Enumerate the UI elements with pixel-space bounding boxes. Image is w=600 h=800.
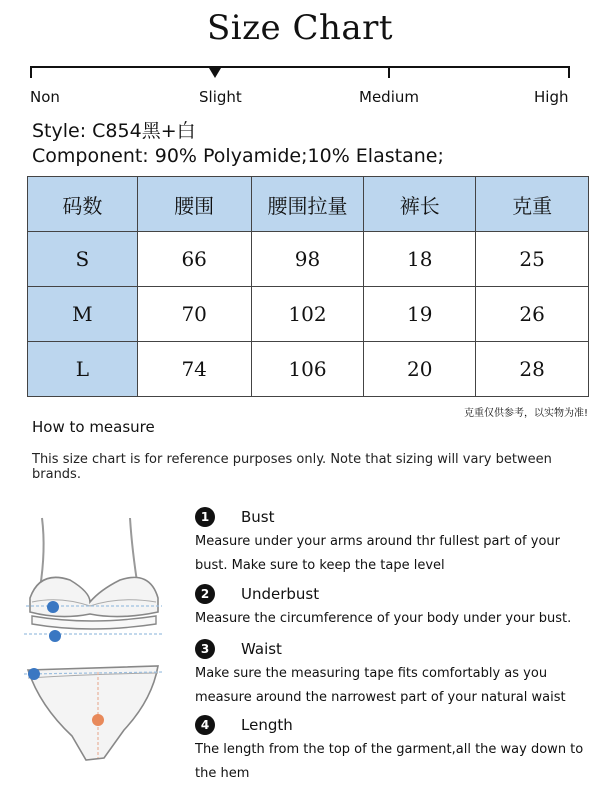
table-row [28, 287, 589, 342]
instruction-text: Measure the circumference of your body under your bust. [195, 611, 572, 626]
number-2-icon: 2 [195, 584, 215, 604]
table-cell-size: S [28, 232, 138, 287]
table-cell-size: L [28, 342, 138, 397]
table-cell: 18 [364, 232, 476, 287]
table-cell: 74 [137, 342, 251, 397]
table-header-cell: 克重 [476, 177, 589, 232]
weight-note: 克重仅供参考，以实物为准! [463, 408, 588, 419]
instruction-heading: Underbust [241, 585, 320, 603]
table-cell: 25 [476, 232, 589, 287]
marker-4-icon [92, 714, 104, 726]
instruction-text: Measure under your arms around thr fullest part of your bust. Make sure to keep the tape level [195, 534, 560, 573]
table-cell: 98 [251, 232, 364, 287]
component-info: Component: 90% Polyamide;10% Elastane; [32, 145, 444, 167]
table-cell: 28 [476, 342, 589, 397]
table-header-cell: 码数 [28, 177, 138, 232]
fit-label-high: High [534, 88, 569, 106]
fit-label-slight: Slight [199, 88, 242, 106]
fit-scale [30, 66, 570, 80]
table-header-cell: 腰围拉量 [251, 177, 364, 232]
fit-label-non: Non [30, 88, 60, 106]
number-4-icon: 4 [195, 715, 215, 735]
page-title: Size Chart [206, 8, 394, 48]
table-row [28, 232, 589, 287]
fit-scale-line [30, 66, 570, 68]
fit-scale-pointer-icon [209, 68, 221, 78]
size-disclaimer: This size chart is for reference purposes only. Note that sizing will vary between brands. [32, 452, 552, 482]
fit-scale-tick [30, 66, 32, 78]
table-cell: 70 [137, 287, 251, 342]
bikini-measure-diagram [20, 510, 170, 780]
table-cell: 20 [364, 342, 476, 397]
table-header-row [28, 177, 589, 232]
instruction-heading: Waist [241, 640, 282, 658]
fit-scale-tick [568, 66, 570, 78]
instruction-bust [195, 506, 595, 578]
marker-3-icon [28, 668, 40, 680]
instruction-text: Make sure the measuring tape fits comfortably as you measure around the narrowest part of your natural waist [195, 666, 566, 705]
instruction-text: The length from the top of the garment,all the way down to the hem [195, 742, 584, 781]
instruction-length [195, 714, 595, 786]
table-cell: 26 [476, 287, 589, 342]
number-3-icon: 3 [195, 639, 215, 659]
marker-2-icon [49, 630, 61, 642]
instruction-underbust [195, 583, 595, 631]
number-1-icon: 1 [195, 507, 215, 527]
instruction-heading: Bust [241, 508, 275, 526]
fit-label-medium: Medium [359, 88, 419, 106]
table-cell: 66 [137, 232, 251, 287]
table-cell: 106 [251, 342, 364, 397]
table-row [28, 342, 589, 397]
table-cell: 19 [364, 287, 476, 342]
instruction-heading: Length [241, 716, 293, 734]
table-cell: 102 [251, 287, 364, 342]
table-header-cell: 裤长 [364, 177, 476, 232]
style-code: Style: C854黑+白 [32, 120, 196, 142]
table-header-cell: 腰围 [137, 177, 251, 232]
size-table [27, 176, 589, 397]
how-to-measure-heading: How to measure [32, 418, 155, 436]
table-cell-size: M [28, 287, 138, 342]
instruction-waist [195, 638, 595, 710]
marker-1-icon [47, 601, 59, 613]
fit-scale-tick [388, 66, 390, 78]
